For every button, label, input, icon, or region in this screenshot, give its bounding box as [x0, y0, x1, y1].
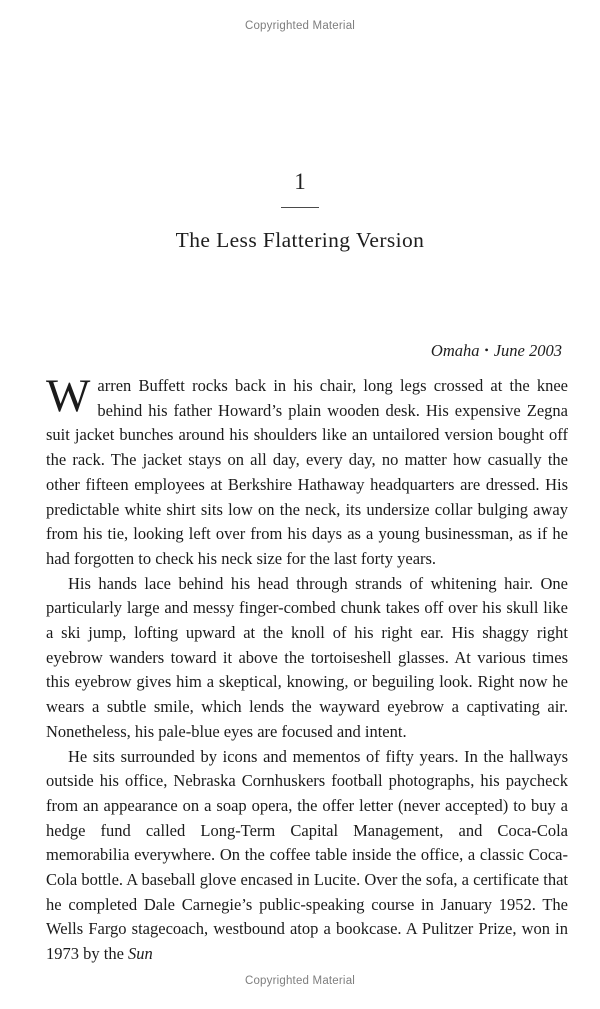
dateline-date: June 2003 [493, 341, 562, 360]
drop-cap: W [46, 370, 91, 422]
dateline-place: Omaha [430, 341, 480, 360]
paragraph-2 [46, 572, 568, 745]
paragraph-3 [46, 745, 568, 967]
copyright-notice-top: Copyrighted Material [244, 20, 356, 32]
dateline-separator-icon: • [484, 343, 489, 357]
paragraph-3-text: He sits surrounded by icons and mementos of fifty years. In the hallways outside his office, Nebraska Cornhuskers football photographs, his paycheck from an appearance on a soap opera, the offer letter (never accepted) to buy a hedge fund called Long-Term Capital Management, and Coca-Cola memorabilia everywhere. On the coffee table inside the office, a classic Coca-Cola bottle. A baseball glove encased in Lucite. Over the sofa, a certificate that he completed Dale Carnegie’s public-speaking course in January 1952. The Wells Fargo stagecoach, westbound atop a bookcase. A Pulitzer Prize, won in 1973 by the [46, 746, 568, 964]
chapter-title: The Less Flattering Version [175, 228, 425, 252]
copyright-notice-bottom: Copyrighted Material [244, 975, 356, 987]
chapter-number: 1 [294, 169, 306, 194]
paragraph-1-text: arren Buffett rocks back in his chair, long legs crossed at the knee behind his father Howard’s plain wooden desk. His expensive Zegna suit jacket bunches around his shoulders like an untailored version bought off the rack. The jacket stays on all day, every day, no matter how casually the other fifteen employees at Berkshire Hathaway headquarters are dressed. His predictable white shirt sits low on the neck, its undersize collar bulging away from his tie, looking left over from his days as a young businessman, as if he had forgotten to check his neck size for the last forty years. [46, 376, 568, 568]
paragraph-2-text: His hands lace behind his head through strands of whitening hair. One particularly large and messy finger-combed chunk takes off over his skull like a ski jump, lofting upward at the knoll of his right ear. His shaggy right eyebrow wanders toward it above the tortoiseshell glasses. At various times this eyebrow gives him a skeptical, knowing, or beguiling look. Right now he wears a subtle smile, which lends the wayward eyebrow a captivating air. Nonetheless, his pale-blue eyes are focused and intent. [46, 573, 568, 741]
paragraph-3-italic-word: Sun [128, 944, 153, 964]
dateline [0, 341, 600, 361]
paragraph-1 [46, 370, 568, 572]
chapter-divider-rule [281, 207, 319, 208]
chapter-heading [0, 0, 600, 253]
body-text [0, 370, 600, 967]
